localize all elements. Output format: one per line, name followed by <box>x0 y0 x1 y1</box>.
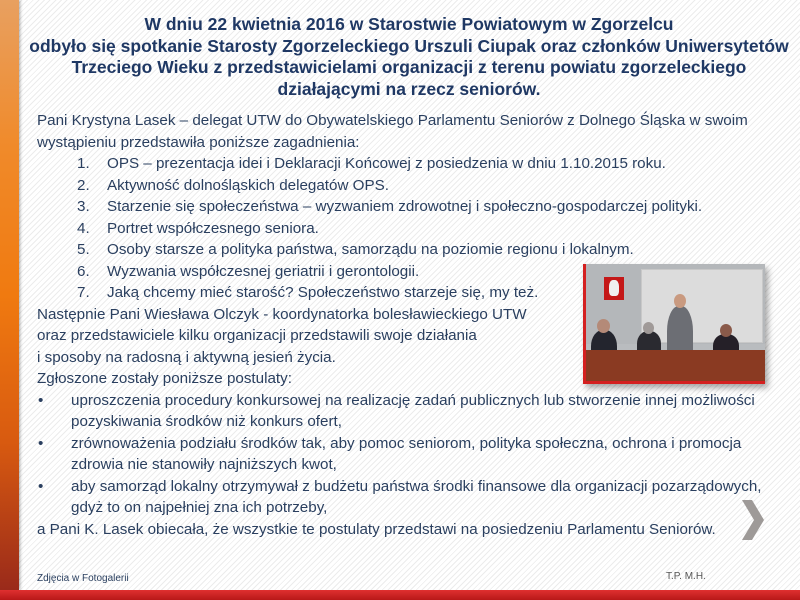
next-slide-chevron-icon[interactable] <box>740 500 764 540</box>
bullet-icon: • <box>38 391 44 409</box>
topic-number: 6. <box>77 262 90 280</box>
middle-line: oraz przedstawiciele kilku organizacji przedstawili swoje działania <box>37 327 477 344</box>
topic-number: 2. <box>77 176 90 194</box>
bottom-decorative-bar <box>0 590 800 600</box>
postulate-line: aby samorząd lokalny otrzymywał z budżetu państwa środki finansowe dla organizacji pozarządowych, <box>71 477 762 495</box>
topic-item <box>37 175 797 197</box>
topic-number: 1. <box>77 155 90 172</box>
meeting-photo[interactable] <box>583 264 765 384</box>
left-decorative-band <box>0 0 19 590</box>
intro-line: Pani Krystyna Lasek – delegat UTW do Obywatelskiego Parlamentu Seniorów z Dolnego Śląska w swoim <box>37 112 748 129</box>
topic-item <box>37 196 797 218</box>
topic-text: Portret współczesnego seniora. <box>107 219 319 237</box>
postulate-item <box>37 390 797 433</box>
bullet-icon: • <box>38 477 44 495</box>
topic-item <box>37 239 797 261</box>
postulate-line: gdyż to on najpełniej zna ich potrzeby, <box>71 499 328 516</box>
author-initials: T.P. M.H. <box>666 571 706 582</box>
topic-text: Starzenie się społeczeństwa – wyzwaniem zdrowotnej i społeczno-gospodarczej polityki. <box>107 198 703 215</box>
title-line: Trzeciego Wieku z przedstawicielami organizacji z terenu powiatu zgorzeleckiego <box>71 57 747 77</box>
middle-line: i sposoby na radosną i aktywną jesień życia. <box>37 348 336 366</box>
title-line: odbyło się spotkanie Starosty Zgorzeleckiego Urszuli Ciupak oraz członków Uniwersytetów <box>29 35 789 56</box>
topic-number: 7. <box>77 284 90 301</box>
photo-table <box>586 350 765 381</box>
topic-number: 3. <box>77 198 90 215</box>
postulate-item <box>37 433 797 476</box>
closing-line: a Pani K. Lasek obiecała, że wszystkie te postulaty przedstawi na posiedzeniu Parlamentu Seniorów. <box>37 520 716 538</box>
bullet-icon: • <box>38 434 44 452</box>
photo-person-head <box>674 294 686 308</box>
topic-number: 5. <box>77 241 90 258</box>
postulates-list <box>37 390 797 519</box>
postulate-line: zdrowia nie stanowiły najniższych kwot, <box>71 456 337 473</box>
postulate-line: zrównoważenia podziału środków tak, aby pomoc seniorom, polityka społeczna, ochrona i promocja <box>71 434 742 452</box>
photo-projection-screen <box>641 269 763 343</box>
topic-text: Osoby starsze a polityka państwa, samorządu na poziomie regionu i lokalnym. <box>107 241 634 258</box>
title-line: działającymi na rzecz seniorów. <box>277 78 541 99</box>
slide-title <box>24 14 794 100</box>
photo-person-head <box>597 319 610 333</box>
topic-text: Aktywność dolnośląskich delegatów OPS. <box>107 176 389 194</box>
postulate-item <box>37 476 797 519</box>
postulate-line: pozyskiwania środków niż konkurs ofert, <box>71 413 342 430</box>
gallery-link[interactable]: Zdjęcia w Fotogalerii <box>37 573 129 584</box>
title-line: W dniu 22 kwietnia 2016 w Starostwie Powiatowym w Zgorzelcu <box>144 14 674 34</box>
topic-number: 4. <box>77 219 90 237</box>
middle-line: Zgłoszone zostały poniższe postulaty: <box>37 370 292 387</box>
intro-line: wystąpieniu przedstawiła poniższe zagadnienia: <box>37 133 360 151</box>
topic-text: OPS – prezentacja idei i Deklaracji Końcowej z posiedzenia w dniu 1.10.2015 roku. <box>107 155 666 172</box>
topic-item <box>37 218 797 240</box>
topic-item <box>37 153 797 175</box>
eagle-icon <box>609 280 619 296</box>
topic-text: Jaką chcemy mieć starość? Społeczeństwo starzeje się, my też. <box>107 284 539 301</box>
topic-text: Wyzwania współczesnej geriatrii i gerontologii. <box>107 262 420 280</box>
photo-person-head <box>720 324 732 337</box>
postulate-line: uproszczenia procedury konkursowej na realizację zadań publicznych lub stworzenie innej możliwości <box>71 391 755 409</box>
photo-person-head <box>643 322 654 334</box>
middle-line: Następnie Pani Wiesława Olczyk - koordynatorka bolesławieckiego UTW <box>37 305 527 323</box>
